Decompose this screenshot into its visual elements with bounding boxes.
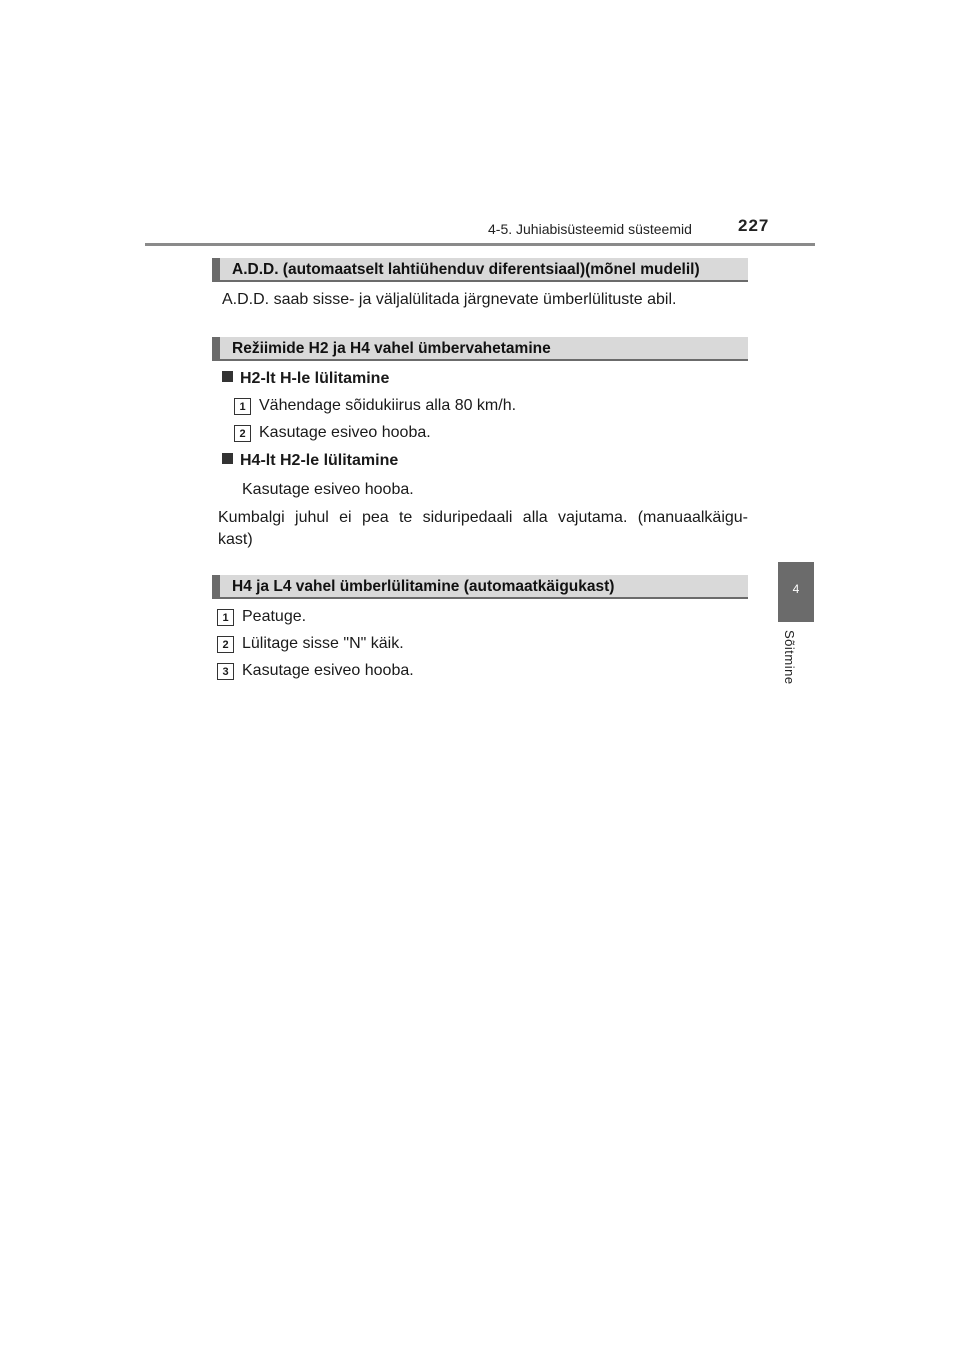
square-bullet-icon — [222, 371, 233, 382]
step-number: 1 — [217, 609, 234, 626]
subheading-h4-to-h2-text: H4-lt H2-le lülitamine — [240, 452, 399, 469]
step-number: 1 — [234, 398, 251, 415]
heading-h2h4 — [212, 337, 748, 361]
step-number: 2 — [217, 636, 234, 653]
step-text: Kasutage esiveo hooba. — [242, 662, 414, 679]
note-line-1: Kumbalgi juhul ei pea te siduripedaali alla vajutama. (manuaalkäigu- — [218, 509, 748, 526]
chapter-number: 4 — [792, 582, 800, 596]
step-text: Lülitage sisse "N" käik. — [242, 635, 404, 652]
heading-h4l4-text: H4 ja L4 vahel ümberlülitamine (automaatkäigukast) — [232, 578, 615, 595]
heading-h2h4-text: Režiimide H2 ja H4 vahel ümbervahetamine — [232, 340, 551, 357]
subheading-h4-to-h2 — [222, 452, 398, 470]
step-text: Peatuge. — [242, 608, 307, 625]
page-number: 227 — [738, 216, 770, 235]
heading-add-text: A.D.D. (automaatselt lahtiühenduv diferentsiaal)(mõnel mudelil) — [232, 261, 700, 278]
step-item — [217, 662, 414, 680]
subheading-h2-to-h — [222, 370, 389, 388]
chapter-label: Sõitmine — [782, 630, 797, 685]
step-text: Vähendage sõidukiirus alla 80 km/h. — [259, 397, 517, 414]
step-text: Kasutage esiveo hooba. — [259, 424, 431, 441]
step-number: 3 — [217, 663, 234, 680]
step-number: 2 — [234, 425, 251, 442]
subheading-h2-to-h-text: H2-lt H-le lülitamine — [240, 370, 390, 387]
header-divider — [145, 243, 815, 246]
chapter-tab — [778, 562, 814, 622]
heading-add — [212, 258, 748, 282]
step-item — [234, 397, 516, 415]
square-bullet-icon — [222, 453, 233, 464]
note-line-2: kast) — [218, 531, 253, 548]
step-item — [217, 608, 306, 626]
heading-h4l4 — [212, 575, 748, 599]
add-intro: A.D.D. saab sisse- ja väljalülitada järgnevate ümberlülituste abil. — [222, 291, 677, 308]
step-item — [234, 424, 431, 442]
h4-to-h2-text: Kasutage esiveo hooba. — [242, 481, 414, 498]
section-title: 4-5. Juhiabisüsteemid süsteemid — [488, 221, 692, 237]
step-item — [217, 635, 404, 653]
